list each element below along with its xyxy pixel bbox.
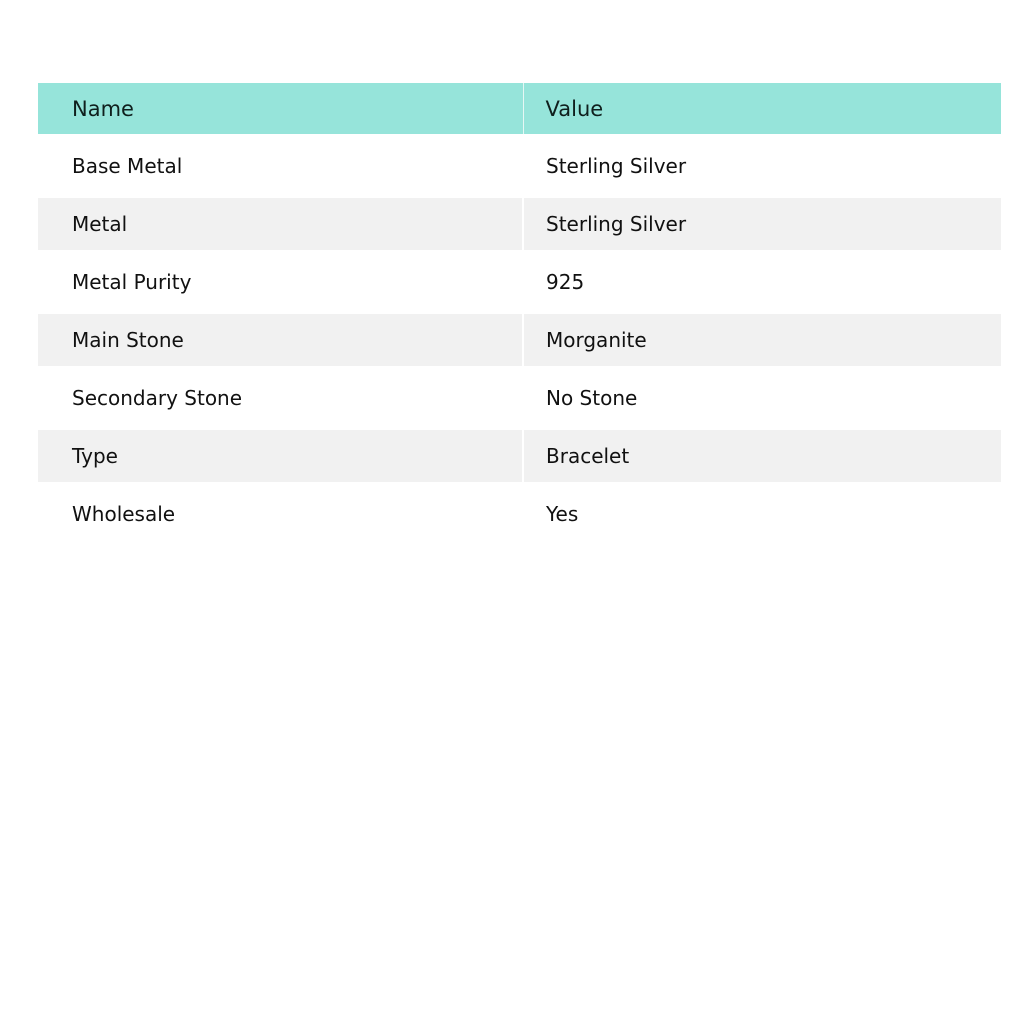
row-name-cell: Main Stone bbox=[38, 314, 523, 366]
row-value-cell: Morganite bbox=[523, 314, 1001, 366]
row-value-cell: No Stone bbox=[546, 386, 638, 410]
table-row bbox=[38, 482, 1001, 546]
table-row bbox=[38, 250, 1001, 314]
row-value-cell: Sterling Silver bbox=[546, 154, 687, 178]
table-header bbox=[38, 83, 1001, 134]
specifications-table bbox=[38, 83, 1001, 546]
row-value-cell: 925 bbox=[546, 270, 585, 294]
table-row bbox=[38, 366, 1001, 430]
row-name-cell: Type bbox=[38, 430, 523, 482]
row-name-cell: Secondary Stone bbox=[38, 366, 523, 430]
value-column-header: Value bbox=[523, 83, 1001, 134]
header-row bbox=[38, 83, 1001, 134]
row-value-cell: Bracelet bbox=[523, 430, 1001, 482]
table-row bbox=[38, 198, 1001, 250]
row-value-cell: Sterling Silver bbox=[523, 198, 1001, 250]
row-name-cell: Wholesale bbox=[38, 482, 523, 546]
row-value-cell: Yes bbox=[546, 502, 579, 526]
name-column-header: Name bbox=[38, 83, 523, 134]
row-name-cell: Metal bbox=[38, 198, 523, 250]
row-name-cell: Base Metal bbox=[38, 134, 523, 198]
row-name-cell: Metal Purity bbox=[38, 250, 523, 314]
table-row bbox=[38, 430, 1001, 482]
table-row bbox=[38, 314, 1001, 366]
table-row bbox=[38, 134, 1001, 198]
table-body bbox=[38, 134, 1001, 546]
